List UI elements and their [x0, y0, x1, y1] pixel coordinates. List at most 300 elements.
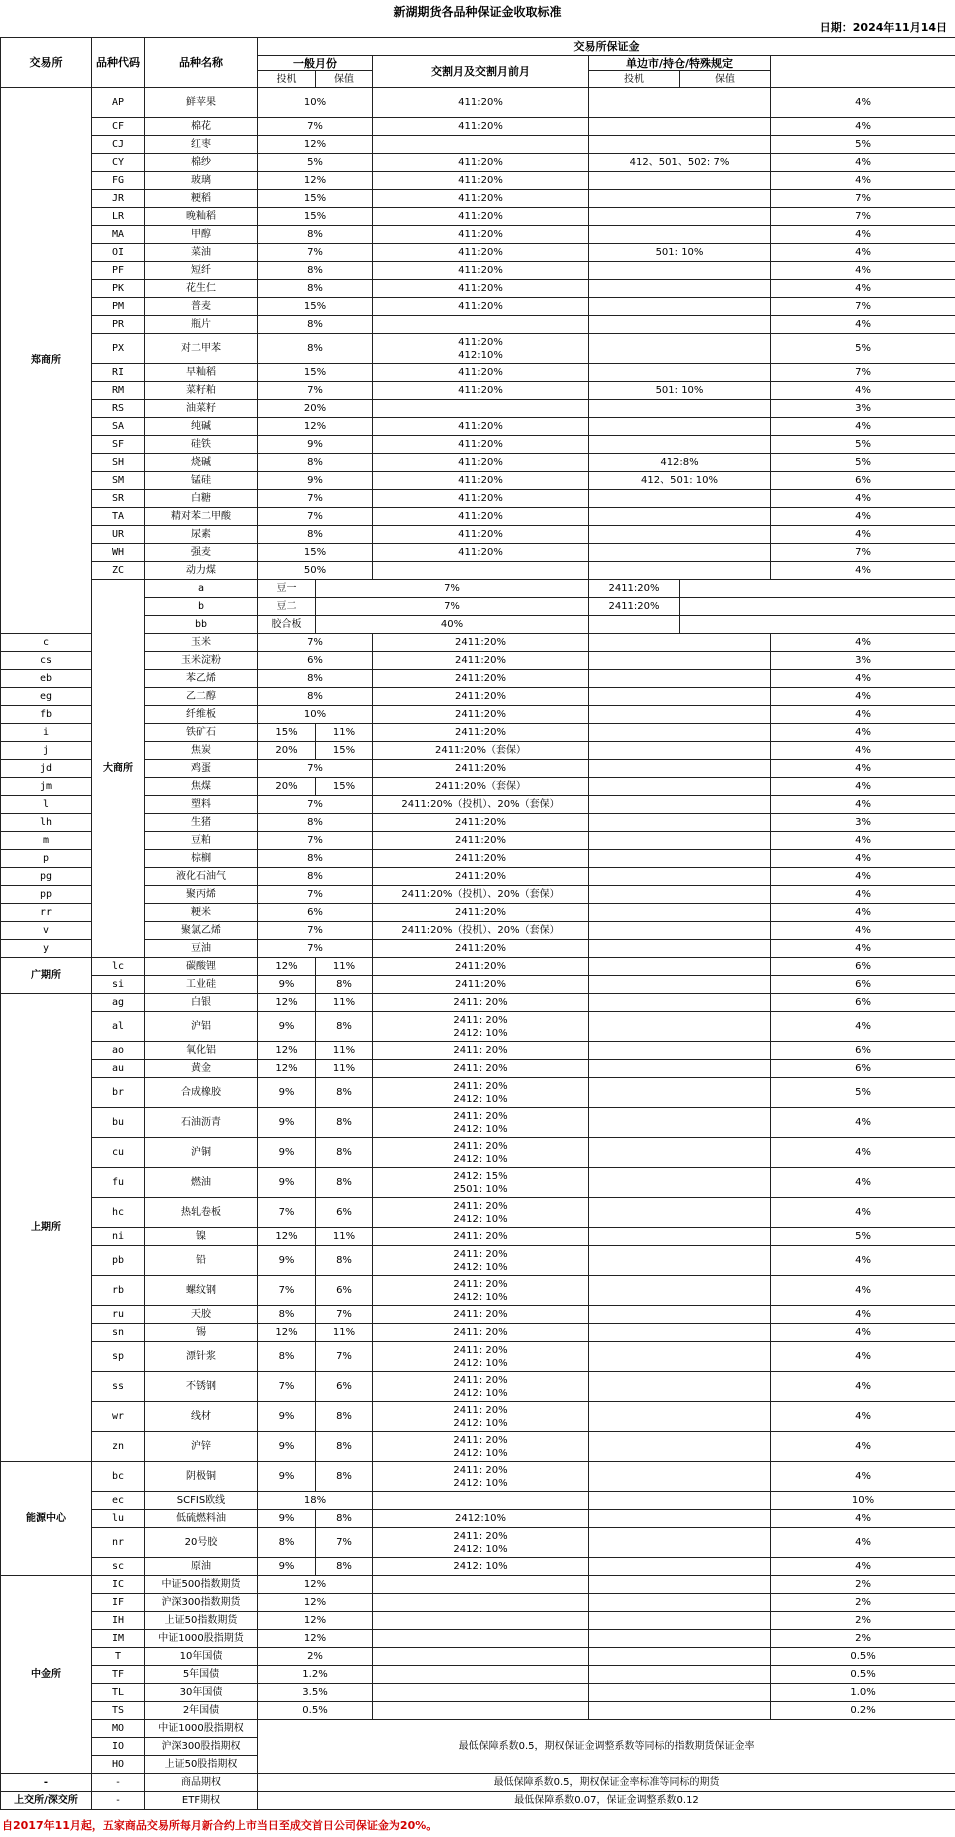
spec-margin-cell: 9% — [258, 1138, 316, 1168]
code-cell: ru — [92, 1306, 145, 1324]
delivery-margin-line: 2412: 10% — [453, 1561, 508, 1572]
hedge-margin-cell: 8% — [316, 1246, 373, 1276]
code-cell: PR — [92, 316, 145, 334]
delivery-margin-line: 411:20% — [458, 193, 503, 204]
company-add-cell: 4% — [771, 1138, 955, 1168]
special-rule-cell — [589, 1594, 771, 1612]
code-cell: l — [1, 796, 92, 814]
hedge-margin-cell: 7% — [316, 1306, 373, 1324]
general-margin-cell: 12% — [258, 136, 373, 154]
code-cell: TA — [92, 508, 145, 526]
margin-table — [0, 37, 955, 1810]
delivery-margin-cell — [373, 886, 589, 904]
delivery-margin-line: 2412: 10% — [453, 1357, 508, 1369]
table-row — [1, 616, 955, 634]
spec-margin-cell: 7% — [258, 1198, 316, 1228]
header-exchange: 交易所 — [1, 38, 92, 88]
code-cell: SA — [92, 418, 145, 436]
special-rule-cell — [589, 118, 771, 136]
special-rule-cell — [589, 1078, 771, 1108]
company-add-cell: 4% — [771, 1276, 955, 1306]
delivery-margin-cell — [373, 244, 589, 262]
code-cell: LR — [92, 208, 145, 226]
special-rule-cell — [589, 760, 771, 778]
special-rule-cell — [589, 364, 771, 382]
table-row — [1, 742, 955, 760]
code-cell: cu — [92, 1138, 145, 1168]
delivery-margin-line: 2411: 20% — [453, 1080, 508, 1092]
general-margin-cell: 12% — [258, 172, 373, 190]
delivery-margin-line: 2412: 10% — [453, 1477, 508, 1489]
special-rule-cell — [589, 940, 771, 958]
delivery-margin-line: 2411:20%（套保） — [434, 781, 527, 792]
delivery-margin-cell — [373, 1492, 589, 1510]
code-cell: pb — [92, 1246, 145, 1276]
table-row — [1, 334, 955, 364]
name-cell: 油菜籽 — [145, 400, 258, 418]
code-cell: rb — [92, 1276, 145, 1306]
special-rule-cell — [589, 1306, 771, 1324]
spec-margin-cell: 8% — [258, 1528, 316, 1558]
special-rule-cell — [589, 868, 771, 886]
delivery-margin-cell — [373, 706, 589, 724]
special-rule-cell — [589, 994, 771, 1012]
delivery-margin-cell — [373, 472, 589, 490]
general-margin-cell: 8% — [258, 226, 373, 244]
table-row — [1, 868, 955, 886]
name-cell: 棉纱 — [145, 154, 258, 172]
delivery-margin-line: 411:20% — [458, 283, 503, 294]
company-add-cell: 5% — [771, 334, 955, 364]
general-margin-cell: 6% — [258, 652, 373, 670]
table-row — [1, 244, 955, 262]
company-add-cell: 4% — [771, 670, 955, 688]
name-cell: 天胶 — [145, 1306, 258, 1324]
company-add-cell: 5% — [771, 454, 955, 472]
spec-margin-cell: 12% — [258, 1228, 316, 1246]
code-cell: RS — [92, 400, 145, 418]
name-cell: 黄金 — [145, 1060, 258, 1078]
code-cell: CY — [92, 154, 145, 172]
special-rule-cell — [589, 1060, 771, 1078]
code-cell: pp — [1, 886, 92, 904]
delivery-margin-cell — [373, 1168, 589, 1198]
hedge-margin-cell: 6% — [316, 1276, 373, 1306]
delivery-margin-cell — [373, 1138, 589, 1168]
table-row — [1, 670, 955, 688]
general-margin-cell: 12% — [258, 1630, 373, 1648]
name-cell: 粳米 — [145, 904, 258, 922]
table-row — [1, 172, 955, 190]
delivery-margin-line: 2411:20% — [454, 637, 507, 648]
spec-margin-cell: 15% — [258, 724, 316, 742]
special-rule-cell — [589, 1168, 771, 1198]
table-row — [1, 1510, 955, 1528]
code-cell: ZC — [92, 562, 145, 580]
code-cell: PM — [92, 298, 145, 316]
header-special-hedge: 保值 — [680, 71, 771, 88]
delivery-margin-cell — [373, 688, 589, 706]
delivery-margin-cell — [373, 1228, 589, 1246]
delivery-margin-cell — [373, 172, 589, 190]
spec-margin-cell: 8% — [258, 1306, 316, 1324]
delivery-margin-line: 2411: 20% — [453, 1045, 508, 1056]
table-row — [1, 1078, 955, 1108]
delivery-margin-line: 2412: 10% — [453, 1417, 508, 1429]
delivery-margin-line: 411:20% — [458, 211, 503, 222]
delivery-margin-cell — [373, 958, 589, 976]
name-cell: 线材 — [145, 1402, 258, 1432]
delivery-margin-line: 411:20% — [458, 511, 503, 522]
company-add-cell: 6% — [771, 994, 955, 1012]
exchange-cell: 大商所 — [92, 580, 145, 958]
page-title: 新湖期货各品种保证金收取标准 — [393, 5, 562, 19]
general-margin-cell: 7% — [258, 118, 373, 136]
name-cell: 尿素 — [145, 526, 258, 544]
special-rule-cell — [589, 1372, 771, 1402]
code-cell: RI — [92, 364, 145, 382]
code-cell: IM — [92, 1630, 145, 1648]
special-rule-cell — [589, 904, 771, 922]
special-rule-cell — [589, 172, 771, 190]
delivery-margin-line: 2411: 20% — [453, 1200, 508, 1212]
name-cell: 鲜苹果 — [145, 88, 258, 118]
delivery-margin-cell — [373, 1576, 589, 1594]
table-row — [1, 226, 955, 244]
delivery-margin-cell — [373, 976, 589, 994]
delivery-margin-cell — [373, 88, 589, 118]
name-cell: 菜籽粕 — [145, 382, 258, 400]
company-add-cell: 4% — [771, 1306, 955, 1324]
table-row — [1, 1060, 955, 1078]
special-rule-cell — [589, 1342, 771, 1372]
delivery-margin-line: 2412: 10% — [453, 1213, 508, 1225]
special-rule-cell — [589, 670, 771, 688]
delivery-margin-line: 2412: 10% — [453, 1387, 508, 1399]
delivery-margin-line: 2411: 20% — [453, 1110, 508, 1122]
hedge-margin-cell: 8% — [316, 1138, 373, 1168]
name-cell: 中证1000股指期货 — [145, 1630, 258, 1648]
code-cell: p — [1, 850, 92, 868]
delivery-margin-cell — [373, 850, 589, 868]
spec-margin-cell: 8% — [258, 1342, 316, 1372]
special-rule-cell — [589, 1012, 771, 1042]
spec-margin-cell: 9% — [258, 1078, 316, 1108]
special-rule-cell — [589, 922, 771, 940]
company-add-cell: 4% — [771, 778, 955, 796]
table-row — [1, 154, 955, 172]
code-cell: PK — [92, 280, 145, 298]
code-cell: eg — [1, 688, 92, 706]
name-cell: 菜油 — [145, 244, 258, 262]
table-row — [1, 652, 955, 670]
company-add-cell: 4% — [771, 742, 955, 760]
delivery-margin-line: 2411:20%（投机）、20%（套保） — [401, 925, 560, 936]
name-cell: 生猪 — [145, 814, 258, 832]
general-margin-cell: 8% — [258, 262, 373, 280]
general-margin-cell: 7% — [258, 832, 373, 850]
company-add-cell: 4% — [771, 172, 955, 190]
general-margin-cell: 6% — [258, 904, 373, 922]
table-row — [1, 1342, 955, 1372]
delivery-margin-cell — [373, 670, 589, 688]
hedge-margin-cell: 8% — [316, 1462, 373, 1492]
table-row — [1, 262, 955, 280]
company-add-cell: 4% — [771, 1558, 955, 1576]
company-add-cell: 6% — [771, 472, 955, 490]
company-add-cell: 4% — [771, 724, 955, 742]
name-cell: 阴极铜 — [145, 1462, 258, 1492]
delivery-margin-cell — [373, 526, 589, 544]
code-cell: lh — [1, 814, 92, 832]
table-row — [1, 1402, 955, 1432]
delivery-margin-cell — [373, 400, 589, 418]
delivery-margin-line: 2411: 20% — [453, 1309, 508, 1320]
general-margin-cell: 8% — [258, 280, 373, 298]
table-row — [1, 1198, 955, 1228]
company-add-cell: 3% — [771, 814, 955, 832]
delivery-margin-line: 2411: 20% — [453, 1404, 508, 1416]
header-code: 品种代码 — [92, 38, 145, 88]
header-hedge: 保值 — [316, 71, 373, 88]
name-cell: 20号胶 — [145, 1528, 258, 1558]
company-add-cell: 6% — [771, 976, 955, 994]
company-add-cell: 4% — [771, 418, 955, 436]
delivery-margin-line: 412:10% — [458, 349, 503, 361]
company-add-cell: 4% — [771, 1168, 955, 1198]
general-margin-cell: 7% — [258, 244, 373, 262]
option-rule-cell: 最低保障系数0.5，期权保证金率标准等同标的期货 — [258, 1774, 955, 1792]
delivery-margin-line: 2411: 20% — [453, 1278, 508, 1290]
footnote: 自2017年11月起，五家商品交易所每月新合约上市当日至成交首日公司保证金为20%。 — [2, 1819, 438, 1832]
general-margin-cell: 12% — [258, 1594, 373, 1612]
special-rule-cell — [589, 742, 771, 760]
table-row — [1, 1042, 955, 1060]
header-special: 单边市/持仓/特殊规定 — [589, 56, 771, 71]
delivery-margin-line: 2411:20% — [454, 727, 507, 738]
hedge-margin-cell: 7% — [316, 1528, 373, 1558]
company-add-cell: 4% — [771, 1246, 955, 1276]
code-cell: jm — [1, 778, 92, 796]
delivery-margin-line: 2411:20% — [608, 601, 660, 612]
name-cell: 精对苯二甲酸 — [145, 508, 258, 526]
delivery-margin-line: 2412: 10% — [453, 1027, 508, 1039]
table-row — [1, 1558, 955, 1576]
delivery-margin-cell — [373, 1372, 589, 1402]
special-rule-cell — [589, 1462, 771, 1492]
code-cell: si — [92, 976, 145, 994]
special-rule-cell — [589, 280, 771, 298]
special-rule-cell — [589, 886, 771, 904]
hedge-margin-cell: 11% — [316, 1060, 373, 1078]
delivery-margin-line: 2411:20% — [454, 709, 507, 720]
special-rule-cell: 412、501、502: 7% — [589, 154, 771, 172]
company-add-cell: 4% — [771, 1528, 955, 1558]
delivery-margin-line: 411:20% — [458, 475, 503, 486]
delivery-margin-line: 2411: 20% — [453, 1530, 508, 1542]
name-cell: 商品期权 — [145, 1774, 258, 1792]
table-row — [1, 580, 955, 598]
company-add-cell: 4% — [771, 154, 955, 172]
table-row — [1, 958, 955, 976]
name-cell: 镍 — [145, 1228, 258, 1246]
spec-margin-cell: 9% — [258, 1168, 316, 1198]
table-row — [1, 1612, 955, 1630]
spec-margin-cell: 9% — [258, 1558, 316, 1576]
general-margin-cell: 50% — [258, 562, 373, 580]
general-margin-cell: 12% — [258, 418, 373, 436]
name-cell: 5年国债 — [145, 1666, 258, 1684]
special-rule-cell — [589, 1702, 771, 1720]
delivery-margin-cell — [373, 562, 589, 580]
special-rule-cell — [589, 832, 771, 850]
special-rule-cell — [589, 976, 771, 994]
general-margin-cell: 10% — [258, 706, 373, 724]
name-cell: 锡 — [145, 1324, 258, 1342]
company-add-cell: 4% — [771, 316, 955, 334]
table-row — [1, 814, 955, 832]
name-cell: 动力煤 — [145, 562, 258, 580]
date-label: 日期：2024年11月14日 — [819, 21, 947, 34]
company-add-cell: 4% — [771, 922, 955, 940]
table-row — [1, 994, 955, 1012]
special-rule-cell — [589, 958, 771, 976]
hedge-margin-cell: 15% — [316, 778, 373, 796]
general-margin-cell: 9% — [258, 472, 373, 490]
table-row — [1, 400, 955, 418]
name-cell: 沪锌 — [145, 1432, 258, 1462]
delivery-margin-cell — [373, 316, 589, 334]
table-row — [1, 316, 955, 334]
delivery-margin-cell — [373, 136, 589, 154]
delivery-margin-cell — [373, 1684, 589, 1702]
special-rule-cell — [589, 1492, 771, 1510]
special-rule-cell — [589, 1528, 771, 1558]
delivery-margin-line: 2411: 20% — [453, 1014, 508, 1026]
name-cell: 液化石油气 — [145, 868, 258, 886]
spec-margin-cell: 20% — [258, 742, 316, 760]
code-cell: ss — [92, 1372, 145, 1402]
delivery-margin-line: 2411: 20% — [453, 1374, 508, 1386]
code-cell: b — [145, 598, 258, 616]
name-cell: 不锈钢 — [145, 1372, 258, 1402]
delivery-margin-line: 411:20% — [458, 529, 503, 540]
delivery-margin-line: 411:20% — [458, 229, 503, 240]
special-rule-cell — [589, 436, 771, 454]
name-cell: 燃油 — [145, 1168, 258, 1198]
special-rule-cell — [680, 598, 955, 616]
hedge-margin-cell: 11% — [316, 994, 373, 1012]
delivery-margin-cell — [589, 616, 680, 634]
table-row — [1, 1666, 955, 1684]
special-rule-cell — [589, 850, 771, 868]
code-cell: wr — [92, 1402, 145, 1432]
company-add-cell: 7% — [771, 190, 955, 208]
delivery-margin-cell — [373, 1612, 589, 1630]
name-cell: 苯乙烯 — [145, 670, 258, 688]
company-add-cell: 10% — [771, 1492, 955, 1510]
special-rule-cell — [589, 226, 771, 244]
code-cell: AP — [92, 88, 145, 118]
code-cell: ag — [92, 994, 145, 1012]
special-rule-cell — [680, 580, 955, 598]
company-add-cell: 4% — [771, 760, 955, 778]
table-row — [1, 562, 955, 580]
special-rule-cell — [589, 490, 771, 508]
name-cell: ETF期权 — [145, 1792, 258, 1810]
code-cell: c — [1, 634, 92, 652]
special-rule-cell — [589, 634, 771, 652]
name-cell: 棉花 — [145, 118, 258, 136]
delivery-margin-cell — [373, 796, 589, 814]
company-add-cell: 4% — [771, 562, 955, 580]
name-cell: 中证500指数期货 — [145, 1576, 258, 1594]
name-cell: 豆粕 — [145, 832, 258, 850]
name-cell: 铁矿石 — [145, 724, 258, 742]
general-margin-cell: 12% — [258, 1576, 373, 1594]
hedge-margin-cell: 8% — [316, 1078, 373, 1108]
general-margin-cell: 18% — [258, 1492, 373, 1510]
code-cell: br — [92, 1078, 145, 1108]
general-margin-cell: 7% — [258, 490, 373, 508]
company-add-cell: 3% — [771, 400, 955, 418]
special-rule-cell — [589, 1558, 771, 1576]
delivery-margin-line: 2412: 10% — [453, 1447, 508, 1459]
delivery-margin-cell — [373, 724, 589, 742]
table-row — [1, 364, 955, 382]
table-row — [1, 436, 955, 454]
delivery-margin-cell — [373, 778, 589, 796]
special-rule-cell — [589, 1138, 771, 1168]
delivery-margin-cell — [373, 634, 589, 652]
general-margin-cell: 40% — [316, 616, 589, 634]
company-add-cell: 4% — [771, 1432, 955, 1462]
header-name: 品种名称 — [145, 38, 258, 88]
delivery-margin-cell — [373, 1666, 589, 1684]
delivery-margin-cell — [373, 190, 589, 208]
code-cell: sp — [92, 1342, 145, 1372]
delivery-margin-cell — [373, 1402, 589, 1432]
table-row — [1, 922, 955, 940]
name-cell: 玉米淀粉 — [145, 652, 258, 670]
table-row — [1, 850, 955, 868]
name-cell: 焦煤 — [145, 778, 258, 796]
delivery-margin-line: 2411:20% — [454, 763, 507, 774]
company-add-cell: 4% — [771, 940, 955, 958]
name-cell: 焦炭 — [145, 742, 258, 760]
company-add-cell: 4% — [771, 1012, 955, 1042]
special-rule-cell — [589, 526, 771, 544]
delivery-margin-line: 411:20% — [458, 385, 503, 396]
header-general-month: 一般月份 — [258, 56, 373, 71]
name-cell: 石油沥青 — [145, 1108, 258, 1138]
delivery-margin-line: 2411: 20% — [453, 1140, 508, 1152]
name-cell: 工业硅 — [145, 976, 258, 994]
company-add-cell: 4% — [771, 226, 955, 244]
special-rule-cell — [589, 778, 771, 796]
general-margin-cell: 7% — [258, 796, 373, 814]
general-margin-cell: 7% — [258, 760, 373, 778]
company-add-cell: 7% — [771, 298, 955, 316]
name-cell: 纤维板 — [145, 706, 258, 724]
delivery-margin-cell — [373, 490, 589, 508]
company-add-cell: 4% — [771, 868, 955, 886]
name-cell: 原油 — [145, 1558, 258, 1576]
delivery-margin-cell — [373, 298, 589, 316]
code-cell: - — [92, 1774, 145, 1792]
table-row — [1, 508, 955, 526]
code-cell: SR — [92, 490, 145, 508]
